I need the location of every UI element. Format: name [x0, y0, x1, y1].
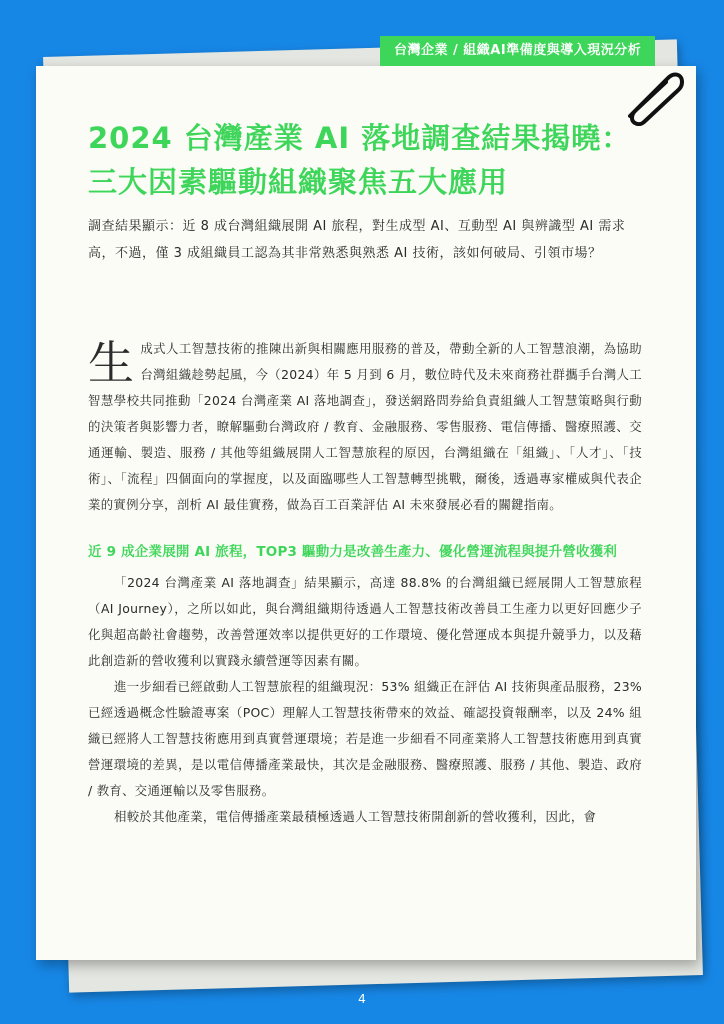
section-heading: 近 9 成企業展開 AI 旅程，TOP3 驅動力是改善生產力、優化營運流程與提升營收獲利	[88, 544, 618, 560]
intro-paragraph	[88, 336, 642, 518]
article-title-line-1: 2024 台灣產業 AI 落地調查結果揭曉：	[88, 121, 632, 155]
body-paragraph-2: 進一步細看已經啟動人工智慧旅程的組織現況：53% 組織正在評估 AI 技術與產品服務，23% 已經透過概念性驗證專案（POC）理解人工智慧技術帶來的效益、確認投資報酬率，以及 24% 組織已經將人工智慧技術應用到真實營運環境；若是進一步細看不同產業將人工智慧技術應用到真實營運環境的差異，是以電信傳播產業最快，其次是金融服務、醫療照護、服務 / 其他、製造、政府 / 教育、交通運輸以及零售服務。	[88, 679, 642, 798]
drop-cap: 生	[88, 336, 135, 390]
article-title-line-2: 三大因素驅動組織聚焦五大應用	[88, 165, 509, 199]
page-number: 4	[358, 992, 366, 1006]
header-tag: 台灣企業 / 組織AI準備度與導入現況分析	[380, 36, 655, 66]
article-summary: 調查結果顯示：近 8 成台灣組織展開 AI 旅程，對生成型 AI、互動型 AI 與辨識型 AI 需求高，不過，僅 3 成組織員工認為其非常熟悉與熟悉 AI 技術，該如何破局、引領市場？	[88, 219, 626, 261]
body-paragraph-3: 相較於其他產業，電信傳播產業最積極透過人工智慧技術開創新的營收獲利，因此，會	[114, 809, 597, 824]
article-title	[88, 116, 678, 204]
intro-text: 成式人工智慧技術的推陳出新與相關應用服務的普及，帶動全新的人工智慧浪潮，為協助台灣組織趁勢起風，今（2024）年 5 月到 6 月，數位時代及未來商務社群攜手台灣人工智慧學校共同推動「2024 台灣產業 AI 落地調查」，發送網路問券給負責組織人工智慧策略與行動的決策者與影響力者，瞭解驅動台灣政府 / 教育、金融服務、零售服務、電信傳播、醫療照護、交通運輸、製造、服務 / 其他等組織展開人工智慧旅程的原因，台灣組織在「組織」、「人才」、「技術」、「流程」四個面向的掌握度，以及面臨哪些人工智慧轉型挑戰，爾後，透過專家權威與代表企業的實例分享，剖析 AI 最佳實務，做為百工百業評估 AI 未來發展必看的關鍵指南。	[88, 341, 642, 512]
body-paragraph-1: 「2024 台灣產業 AI 落地調查」結果顯示，高達 88.8% 的台灣組織已經展開人工智慧旅程（AI Journey），之所以如此，與台灣組織期待透過人工智慧技術改善員工生產力以更好回應少子化與超高齡社會趨勢，改善營運效率以提供更好的工作環境、優化營運成本與提升競爭力，以及藉此創造新的營收獲利以實踐永續營運等因素有關。	[88, 575, 642, 668]
article-body	[88, 336, 642, 830]
